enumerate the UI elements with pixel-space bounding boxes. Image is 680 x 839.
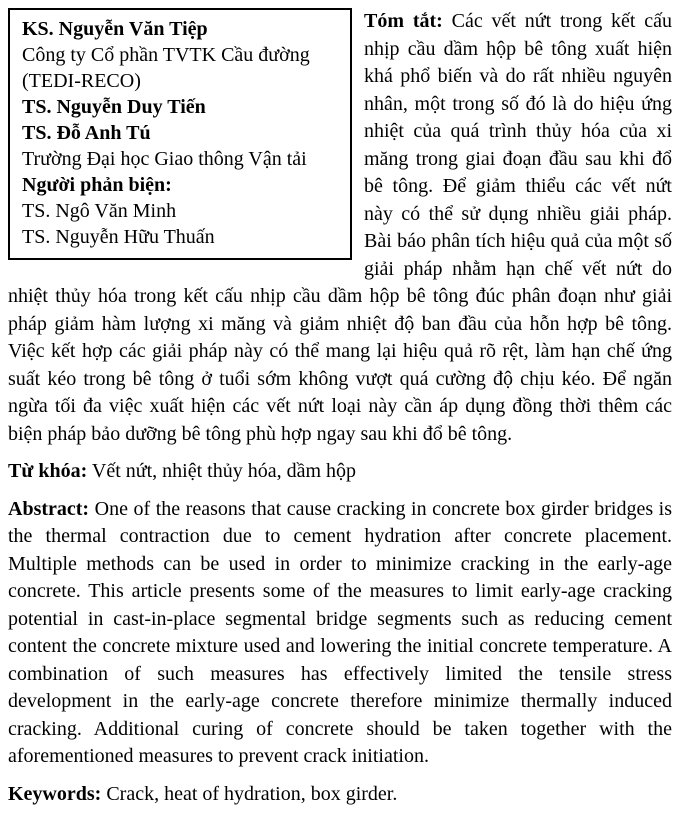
abstract-vietnamese-text: Các vết nứt trong kết cấu nhịp cầu dầm hộp bê tông xuất hiện khá phổ biến và do rất nhiều nguyên nhân, một trong số đó là do hiệu ứng nhiệt của quá trình thủy hóa của xi măng trong giai đoạn đầu sau khi đổ bê tông. Để giảm thiểu các vết nứt này có thể sử dụng nhiều giải pháp. Bài báo phân tích hiệu quả của một số giải pháp nhằm hạn chế vết nứt do nhiệt thủy hóa trong kết cấu nhịp cầu dầm hộp bê tông đúc phân đoạn như giải pháp giảm hàm lượng xi măng và giảm nhiệt độ ban đầu của hỗn hợp bê tông. Việc kết hợp các giải pháp này có thể mang lại hiệu quả rõ rệt, làm hạn chế ứng suất kéo trong bê tông ở tuổi sớm không vượt quá cường độ chịu kéo. Để ngăn ngừa tối đa việc xuất hiện các vết nứt loại này cần áp dụng đồng thời thêm các biện pháp bảo dưỡng bê tông phù hợp ngay sau khi đổ bê tông. (8, 10, 672, 445)
keywords-english-line (8, 781, 672, 809)
keywords-vietnamese-line (8, 458, 672, 486)
author-affiliation-1: Công ty Cổ phần TVTK Cầu đường (TEDI-RECO) (22, 44, 310, 92)
abstract-vietnamese-label: Tóm tắt: (364, 10, 443, 32)
abstract-english-paragraph (8, 496, 672, 771)
reviewer-name-2: TS. Nguyễn Hữu Thuấn (22, 226, 215, 248)
author-info-box (8, 8, 352, 260)
keywords-english-label: Keywords: (8, 782, 102, 805)
author-affiliation-2: Trường Đại học Giao thông Vận tải (22, 148, 307, 170)
author-name-1: KS. Nguyễn Văn Tiệp (22, 18, 208, 40)
reviewer-name-1: TS. Ngô Văn Minh (22, 200, 177, 222)
keywords-english-text: Crack, heat of hydration, box girder. (106, 782, 398, 805)
abstract-english-label: Abstract: (8, 497, 90, 520)
abstract-english-text: One of the reasons that cause cracking in concrete box girder bridges is the thermal contraction due to cement hydration after concrete placement. Multiple methods can be used in order to minimize cracking in the early-age concrete. This article presents some of the measures to limit early-age cracking potential in cast-in-place segmental bridge segments such as reducing cement content the concrete mixture used and lowering the initial concrete temperature. A combination of such measures has effectively limited the tensile stress development in the early-age concrete therefore minimize thermally induced cracking. Additional curing of concrete should be taken together with the aforementioned measures to prevent crack initiation. (8, 497, 673, 767)
keywords-vietnamese-label: Từ khóa: (8, 460, 88, 482)
author-name-2: TS. Nguyễn Duy Tiến (22, 96, 206, 118)
keywords-vietnamese-text: Vết nứt, nhiệt thủy hóa, dầm hộp (91, 460, 357, 482)
author-name-3: TS. Đỗ Anh Tú (22, 122, 151, 144)
reviewers-heading: Người phản biện: (22, 174, 172, 196)
